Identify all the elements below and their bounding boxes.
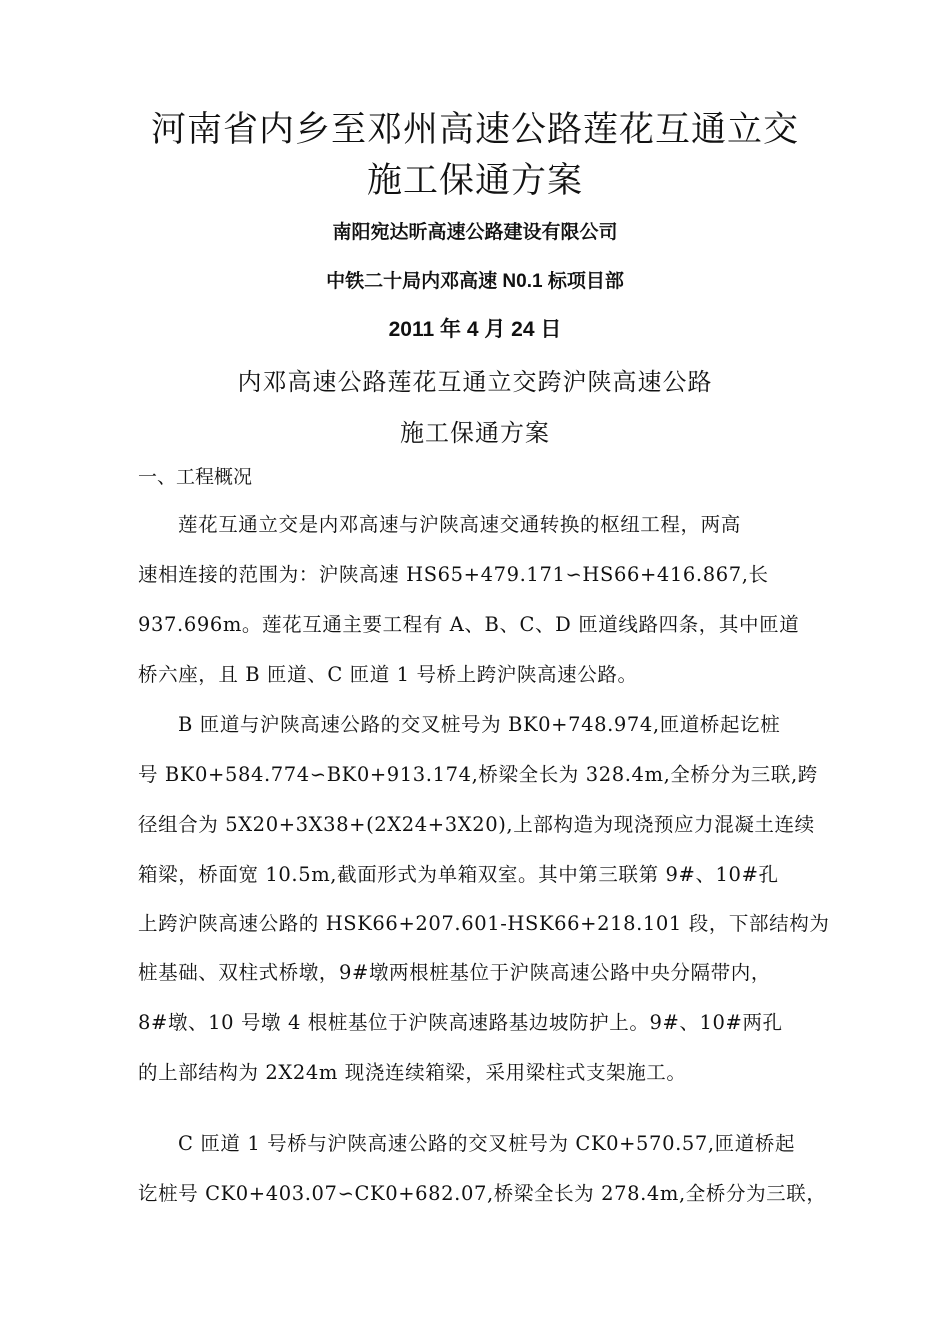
document-date: 2011 年 4 月 24 日 (388, 318, 562, 341)
paragraph-line: 号 BK0+584.774∽BK0+913.174,桥梁全长为 328.4m,全桥分为三联,跨 (138, 763, 818, 786)
paragraph-line: 上跨沪陕高速公路的 HSK66+207.601-HSK66+218.101 段，下部结构为 (138, 912, 830, 935)
paragraph-line: 的上部结构为 2X24m 现浇连续箱梁，采用梁柱式支架施工。 (138, 1061, 687, 1084)
paragraph-line: 速相连接的范围为：沪陕高速 HS65+479.171∽HS66+416.867,长 (138, 563, 769, 586)
subtitle-line-1: 内邓高速公路莲花互通立交跨沪陕高速公路 (237, 368, 713, 396)
paragraph-line: B 匝道与沪陕高速公路的交叉桩号为 BK0+748.974,匝道桥起讫桩 (178, 713, 781, 736)
paragraph-line: 讫桩号 CK0+403.07∽CK0+682.07,桥梁全长为 278.4m,全桥分为三联， (138, 1182, 827, 1205)
paragraph-line: 937.696m。莲花互通主要工程有 A、B、C、D 匝道线路四条，其中匝道 (138, 613, 800, 636)
section-heading: 一、工程概况 (138, 466, 253, 488)
document-title-line-2: 施工保通方案 (366, 161, 583, 201)
paragraph-line: 径组合为 5X20+3X38+(2X24+3X20),上部构造为现浇预应力混凝土连续 (138, 813, 815, 836)
paragraph-line: 箱梁，桥面宽 10.5m,截面形式为单箱双室。其中第三联第 9#、10#孔 (138, 863, 779, 886)
paragraph-line: 桩基础、双柱式桥墩，9#墩两根桩基位于沪陕高速公路中央分隔带内， (138, 961, 771, 984)
paragraph-line: 桥六座，且 B 匝道、C 匝道 1 号桥上跨沪陕高速公路。 (138, 663, 638, 686)
paragraph-line: 莲花互通立交是内邓高速与沪陕高速交通转换的枢纽工程，两高 (178, 513, 741, 536)
subtitle-line-2: 施工保通方案 (400, 419, 550, 447)
paragraph-line: 8#墩、10 号墩 4 根桩基位于沪陕高速路基边坡防护上。9#、10#两孔 (138, 1011, 783, 1034)
document-title-line-1: 河南省内乡至邓州高速公路莲花互通立交 (150, 110, 799, 150)
org-line-1: 南阳宛达昕高速公路建设有限公司 (332, 222, 618, 243)
paragraph-line: C 匝道 1 号桥与沪陕高速公路的交叉桩号为 CK0+570.57,匝道桥起 (178, 1132, 796, 1155)
org-line-2: 中铁二十局内邓高速 N0.1 标项目部 (326, 271, 624, 292)
